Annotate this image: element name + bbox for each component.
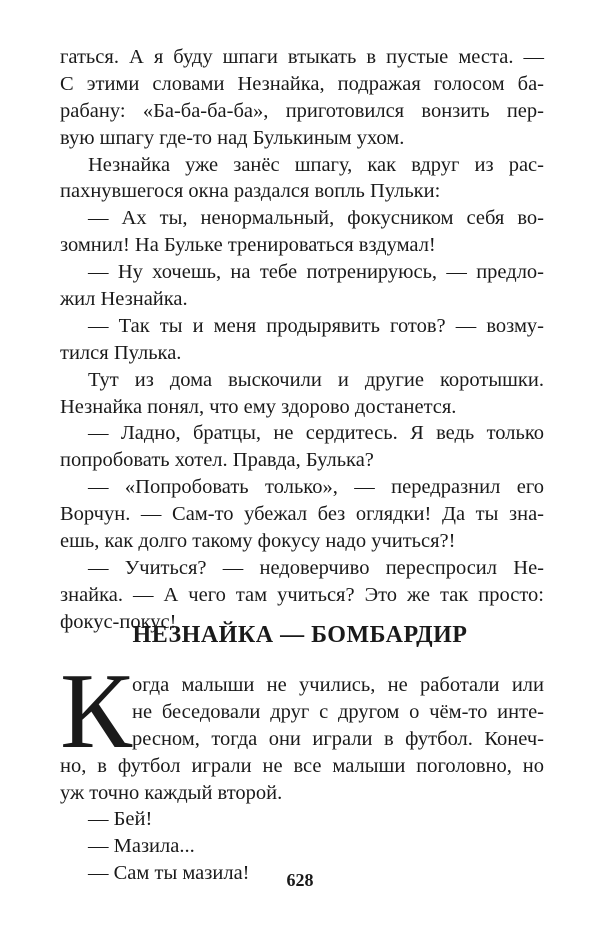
text-line: огда малыши не учились, не работали или — [132, 674, 544, 696]
text-line: — Ладно, братцы, не сердитесь. Я ведь только — [88, 422, 544, 445]
text-line: — Сам ты мазила! — [88, 862, 250, 885]
drop-cap: К — [60, 652, 133, 771]
text-line: — Мазила... — [88, 835, 195, 858]
text-line: Незнайка понял, что ему здорово достанется. — [60, 395, 457, 418]
text-line: зомнил! На Бульке тренироваться вздумал! — [60, 234, 436, 257]
text-line: — Ну хочешь, на тебе потренируюсь, — предло- — [88, 261, 544, 284]
chapter-text — [60, 672, 544, 887]
text-line: — Учиться? — недоверчиво переспросил Не- — [88, 556, 544, 579]
text-line: гаться. А я буду шпаги втыкать в пустые места. — — [60, 46, 544, 68]
text-line: С этими словами Незнайка, подражая голосом ба- — [60, 72, 544, 95]
text-line: вую шпагу где-то над Булькиным ухом. — [60, 126, 405, 149]
text-line: — Так ты и меня продырявить готов? — возму- — [88, 314, 544, 337]
text-line: — Ах ты, ненормальный, фокусником себя во- — [88, 207, 544, 230]
text-line: попробовать хотел. Правда, Булька? — [60, 449, 374, 472]
text-line: но, в футбол играли не все малыши поголовно, но — [60, 754, 544, 777]
page-number: 628 — [286, 870, 314, 890]
text-line: жил Незнайка. — [60, 288, 188, 311]
text-line: — Бей! — [88, 808, 153, 831]
text-line: — «Попробовать только», — передразнил его — [88, 476, 544, 499]
text-line: пахнувшегося окна раздался вопль Пульки: — [60, 180, 441, 203]
text-line: уж точно каждый второй. — [60, 781, 283, 804]
text-line: Незнайка уже занёс шпагу, как вдруг из рас- — [88, 153, 544, 176]
text-line: Тут из дома выскочили и другие коротышки. — [88, 368, 544, 391]
body-text — [60, 44, 544, 636]
chapter-title: НЕЗНАЙКА — БОМБАРДИР — [132, 622, 468, 648]
text-line: знайка. — А чего там учиться? Это же так просто: — [60, 583, 544, 606]
text-line: ешь, как долго такому фокусу надо учиться?! — [60, 530, 456, 553]
text-line: тился Пулька. — [60, 341, 182, 364]
text-line: рабану: «Ба-ба-ба-ба», приготовился вонзить пер- — [60, 99, 544, 122]
text-line: не беседовали друг с другом о чём-то инте- — [132, 700, 544, 723]
text-line: фокус-покус! — [60, 610, 177, 633]
text-line: Ворчун. — Сам-то убежал без оглядки! Да ты зна- — [60, 503, 544, 526]
text-line: ресном, тогда они играли в футбол. Конеч- — [132, 727, 544, 750]
